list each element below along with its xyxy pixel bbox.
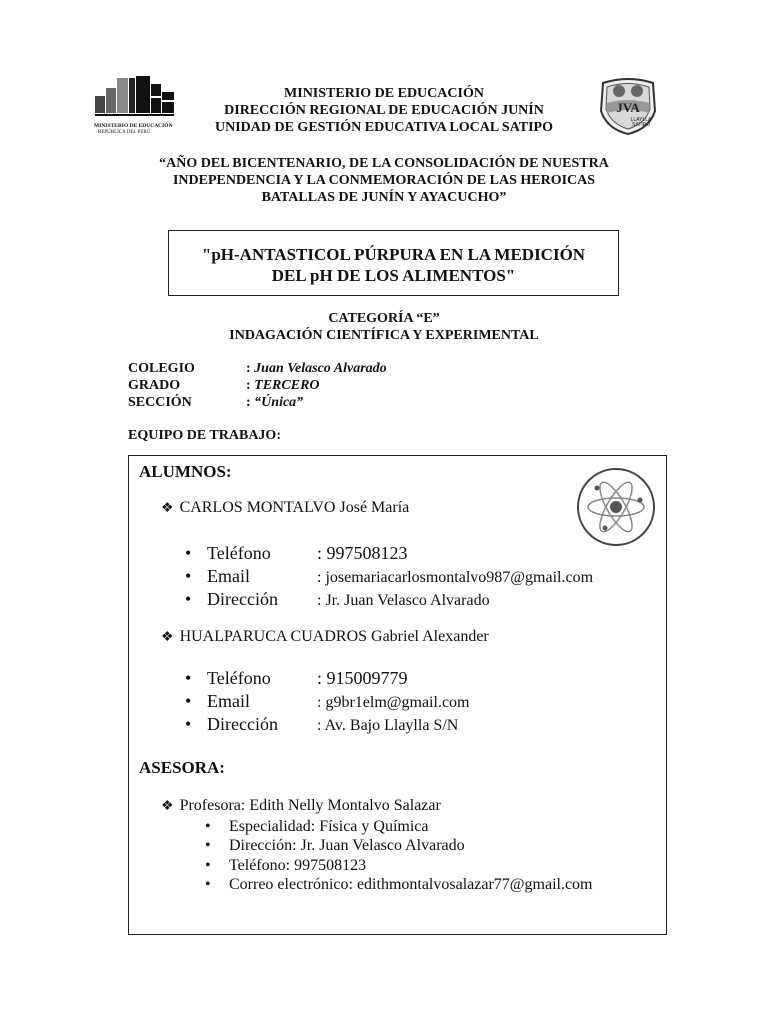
field-value: Jr. Juan Velasco Alvarado [325,592,490,609]
round-bullet-icon: • [185,543,192,563]
category-line-1: CATEGORÍA “E” [328,311,440,326]
student-2-address: • Dirección : Av. Bajo Llaylla S/N [185,714,459,734]
school-info-seccion: SECCIÓN : “Única” [128,395,304,410]
advisor-item-text: Dirección: Jr. Juan Velasco Alvarado [229,837,465,854]
field-key: Dirección [207,589,278,609]
student-2-phone: • Teléfono : 915009779 [185,668,408,688]
field-value: 915009779 [326,668,408,688]
field-key: Teléfono [207,668,271,688]
diamond-bullet-icon: ❖ [161,799,174,814]
school-info-label: SECCIÓN [128,395,192,410]
student-surname: HUALPARUCA CUADROS [179,628,368,645]
field-key: Teléfono [207,543,271,563]
alumnos-heading: ALUMNOS: [139,462,232,481]
atom-icon [575,468,657,546]
advisor-name [161,797,441,815]
advisor-name-text: Profesora: Edith Nelly Montalvo Salazar [179,797,441,814]
header-line-2: DIRECCIÓN REGIONAL DE EDUCACIÓN JUNÍN [224,103,544,118]
student-2-email: • Email : g9br1elm@gmail.com [185,691,470,711]
diamond-bullet-icon: ❖ [161,501,174,516]
field-value: 997508123 [326,543,408,563]
asesora-heading: ASESORA: [139,758,225,777]
school-info-value: “Única” [254,395,304,410]
student-1-address: • Dirección : Jr. Juan Velasco Alvarado [185,589,490,609]
school-logo-letters: JVA [616,100,640,115]
project-title-line-1: "pH-ANTASTICOL PÚRPURA EN LA MEDICIÓN [201,245,586,264]
round-bullet-icon: • [205,837,211,854]
school-info-label: COLEGIO [128,361,195,376]
field-key: Dirección [207,714,278,734]
round-bullet-icon: • [185,566,192,586]
field-value: Av. Bajo Llaylla S/N [324,717,459,734]
student-given-name: José María [339,499,410,516]
advisor-item-text: Correo electrónico: edithmontalvosalazar77@gmail.com [229,876,593,893]
advisor-item-text: Especialidad: Física y Química [229,818,429,835]
team-box [128,455,667,935]
round-bullet-icon: • [185,714,192,734]
round-bullet-icon: • [205,857,211,874]
ministry-logo-text2: REPÚBLICA DEL PERÚ [98,130,151,135]
advisor-item [205,856,366,876]
student-1-phone: • Teléfono : 997508123 [185,543,408,563]
advisor-item [205,836,465,856]
student-surname: CARLOS MONTALVO [179,499,336,516]
motto-line-1: “AÑO DEL BICENTENARIO, DE LA CONSOLIDACIÓN DE NUESTRA [159,156,609,171]
round-bullet-icon: • [185,589,192,609]
header-line-1: MINISTERIO DE EDUCACIÓN [284,86,484,101]
school-info-label: GRADO [128,378,181,393]
student-1-email: • Email : josemariacarlosmontalvo987@gmail.com [185,566,594,586]
school-logo-text2: SATIPO [632,122,650,128]
round-bullet-icon: • [185,691,192,711]
category-line-2: INDAGACIÓN CIENTÍFICA Y EXPERIMENTAL [229,328,539,343]
motto-line-3: BATALLAS DE JUNÍN Y AYACUCHO” [261,190,507,205]
header-line-3: UNIDAD DE GESTIÓN EDUCATIVA LOCAL SATIPO [214,120,554,135]
school-info-value: Juan Velasco Alvarado [254,361,387,376]
round-bullet-icon: • [205,876,211,893]
round-bullet-icon: • [185,668,192,688]
advisor-item [205,817,429,837]
student-2-name [161,628,489,646]
field-key: Email [207,691,250,711]
field-value: josemariacarlosmontalvo987@gmail.com [325,569,594,586]
school-logo-text1: LLAYLLA [630,117,652,123]
round-bullet-icon: • [205,818,211,835]
advisor-item-text: Teléfono: 997508123 [229,857,367,874]
school-info-value: TERCERO [254,378,320,393]
student-given-name: Gabriel Alexander [371,628,489,645]
project-title-line-2: DEL pH DE LOS ALIMENTOS" [271,266,516,285]
ministry-logo-text1: MINISTERIO DE EDUCACIÓN [94,123,173,129]
project-title-box [168,230,619,296]
school-info-colegio: COLEGIO : Juan Velasco Alvarado [128,361,387,376]
team-label: EQUIPO DE TRABAJO: [128,428,281,443]
field-key: Email [207,566,250,586]
student-1-name [161,499,409,517]
field-value: g9br1elm@gmail.com [325,694,470,711]
advisor-item [205,875,593,895]
motto-line-2: INDEPENDENCIA Y LA CONMEMORACIÓN DE LAS HEROICAS [172,173,596,188]
diamond-bullet-icon: ❖ [161,630,174,645]
school-info-grado: GRADO : TERCERO [128,378,320,393]
